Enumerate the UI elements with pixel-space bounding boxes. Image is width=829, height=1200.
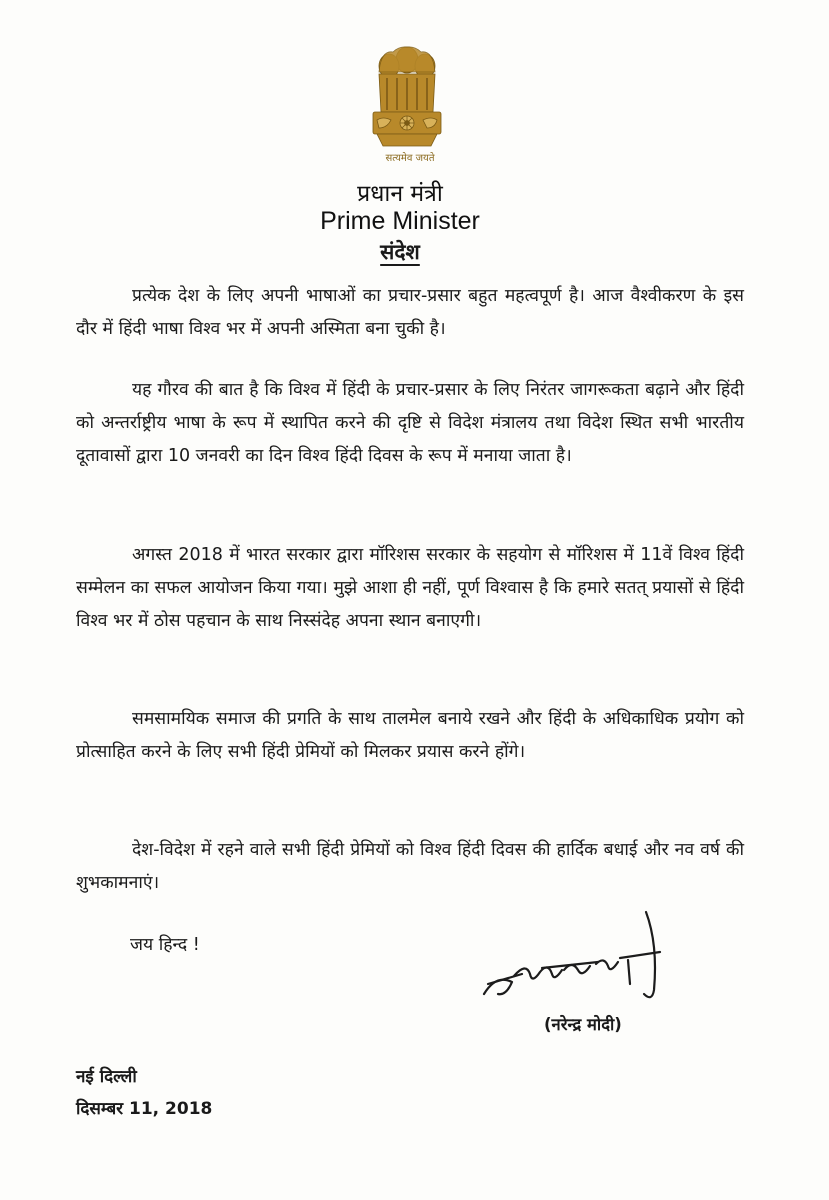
paragraph-2: यह गौरव की बात है कि विश्व में हिंदी के प्रचार-प्रसार के लिए निरंतर जागरूकता बढ़ाने और हिंदी को अन्तर्राष्ट्रीय भाषा के रूप में स्थापित करने की दृष्टि से विदेश मंत्रालय तथा विदेश स्थित सभी भारतीय दूतावासों द्वारा 10 जनवरी का दिन विश्व हिंदी दिवस के रूप में मनाया जाता है। (76, 380, 744, 466)
paragraph-5: देश-विदेश में रहने वाले सभी हिंदी प्रेमियों को विश्व हिंदी दिवस की हार्दिक बधाई और नव वर्ष की शुभकामनाएं। (76, 840, 744, 893)
title-hindi: प्रधान मंत्री (357, 181, 443, 207)
handwritten-signature (478, 904, 678, 1009)
paragraph-3: अगस्त 2018 में भारत सरकार द्वारा मॉरिशस सरकार के सहयोग से मॉरिशस में 11वें विश्व हिंदी सम्मेलन का सफल आयोजन किया गया। मुझे आशा ही नहीं, पूर्ण विश्वास है कि हमारे सतत् प्रयासों से हिंदी विश्व भर में ठोस पहचान के साथ निस्संदेह अपना स्थान बनाएगी। (76, 545, 744, 631)
paragraph-1: प्रत्येक देश के लिए अपनी भाषाओं का प्रचार-प्रसार बहुत महत्वपूर्ण है। आज वैश्वीकरण के इस दौर में हिंदी भाषा विश्व भर में अपनी अस्मिता बना चुकी है। (76, 286, 744, 339)
place: नई दिल्ली (76, 1067, 137, 1087)
state-emblem-icon (365, 42, 449, 152)
message-heading: संदेश (380, 240, 420, 264)
date: दिसम्बर 11, 2018 (76, 1099, 213, 1119)
signatory-name: (नरेन्द्र मोदी) (544, 1015, 622, 1034)
paragraph-4: समसामयिक समाज की प्रगति के साथ तालमेल बनाये रखने और हिंदी के अधिकाधिक प्रयोग को प्रोत्साहित करने के लिए सभी हिंदी प्रेमियों को मिलकर प्रयास करने होंगे। (76, 709, 744, 762)
emblem-motto: सत्यमेव जयते (385, 153, 435, 164)
title-english: Prime Minister (320, 207, 480, 235)
closing-salutation: जय हिन्द ! (130, 935, 200, 955)
